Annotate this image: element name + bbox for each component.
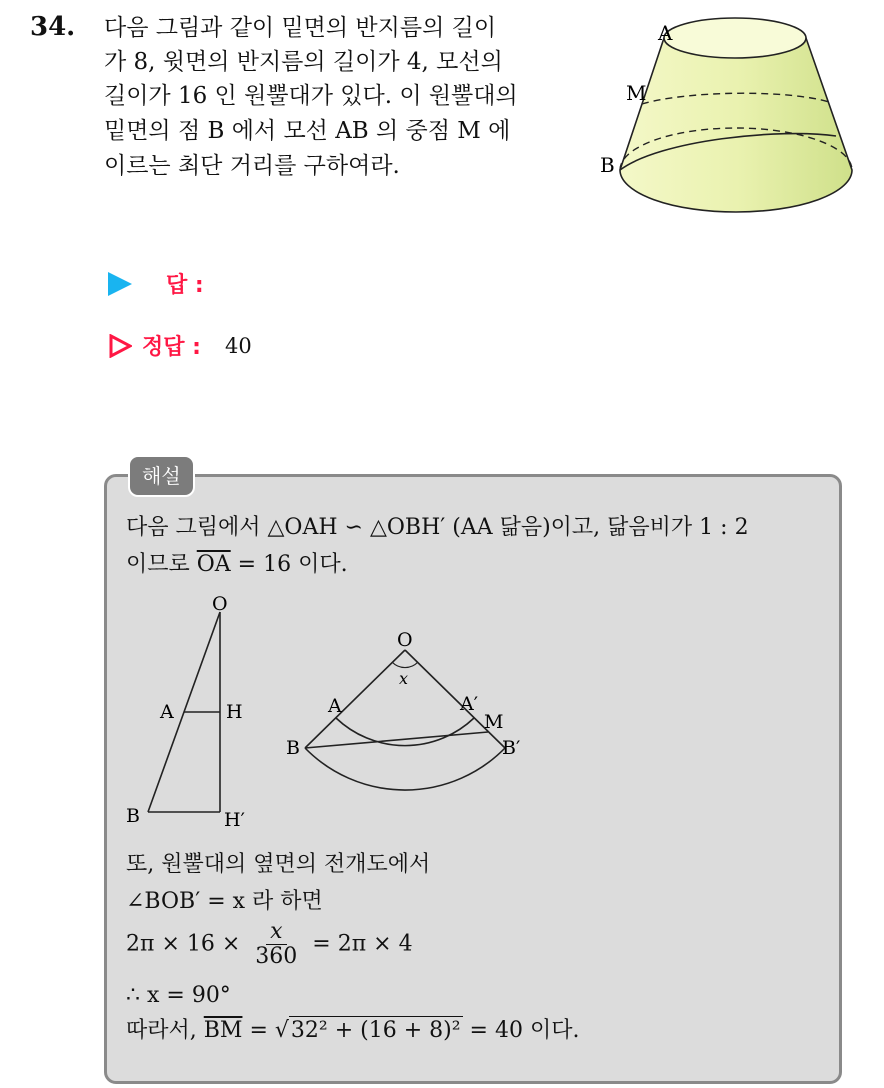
fig2-label-a-prime: A′ [460, 693, 479, 715]
question-number: 34. [30, 12, 76, 42]
solution-line-7: 따라서, $\overline{BM}$ = √ 32² + (16 + 8)² = 40 이다. [126, 1018, 580, 1043]
question-line-4: 밑면의 점 B 에서 모선 AB 의 중점 M 에 [104, 118, 511, 144]
correct-label: 정답 : [142, 335, 201, 360]
fig2-label-m: M [484, 711, 504, 733]
fig1-label-h: H [226, 701, 243, 723]
solution-tag: 해설 [128, 455, 195, 497]
sector-net-figure [280, 620, 540, 805]
outline-triangle-icon [108, 334, 132, 358]
right-triangle-figure [120, 590, 260, 835]
frustum-figure [600, 10, 870, 235]
question-line-1: 다음 그림과 같이 밑면의 반지름의 길이 [104, 15, 497, 41]
solution-line-2: 이므로 $\overline{OA} = 16$ 이다. [126, 552, 348, 577]
fig2-label-x: x [399, 669, 409, 688]
correct-value: 40 [224, 333, 252, 358]
label-a: A [658, 21, 673, 45]
fig2-label-b: B [286, 737, 300, 759]
question-line-3: 길이가 16 인 원뿔대가 있다. 이 원뿔대의 [104, 83, 518, 109]
correct-row [108, 330, 252, 361]
play-triangle-icon [108, 272, 132, 296]
question-line-5: 이르는 최단 거리를 구하여라. [104, 153, 400, 179]
answer-row [108, 268, 228, 299]
solution-line-4: ∠BOB′ = x 라 하면 [126, 889, 323, 914]
fig1-label-b: B [126, 805, 140, 827]
label-m: M [626, 81, 647, 105]
solution-line-6: ∴ x = 90° [126, 983, 231, 1008]
fig1-label-h-prime: H′ [224, 809, 245, 831]
fig1-label-a: A [160, 701, 174, 723]
fig2-label-a: A [328, 695, 342, 717]
solution-line-1: 다음 그림에서 △OAH ∽ △OBH′ (AA 닮음)이고, 닮음비가 1 : 2 [126, 515, 749, 540]
fig2-label-o: O [397, 629, 413, 651]
fig2-label-b-prime: B′ [502, 737, 521, 759]
fig1-label-o: O [212, 593, 228, 615]
label-b: B [600, 153, 615, 177]
answer-label: 답 : [166, 273, 204, 298]
question-line-2: 가 8, 윗면의 반지름의 길이가 4, 모선의 [104, 49, 503, 75]
solution-line-3: 또, 원뿔대의 옆면의 전개도에서 [126, 852, 431, 877]
solution-line-5: 2π × 16 × $\frac{x}{360}$ = 2π × 4 [126, 919, 413, 969]
